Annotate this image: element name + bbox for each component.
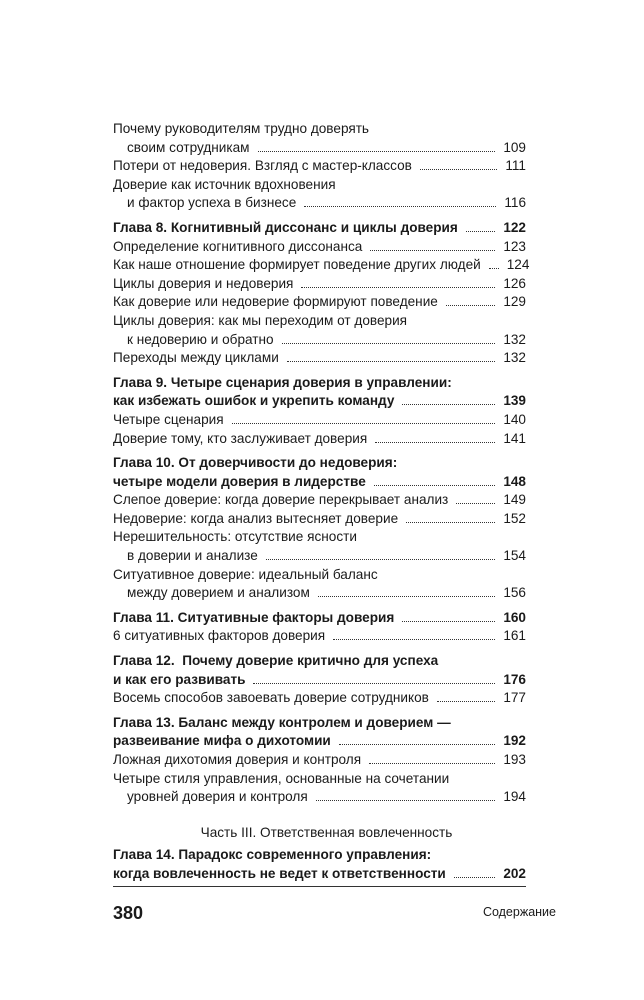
toc-entry-title-cont: между доверием и анализом — [127, 585, 310, 601]
toc-page-number: 148 — [503, 473, 526, 489]
chapter-title: Глава 10. От доверчивости до недоверия: — [113, 455, 398, 471]
toc-entry — [113, 430, 526, 449]
chapter-title: Глава 14. Парадокс современного управления: — [113, 847, 432, 863]
leader-dots — [266, 558, 496, 560]
toc-page-number: 140 — [503, 411, 526, 427]
toc-entry-title: Четыре сценария — [113, 411, 224, 427]
toc-page-number: 194 — [503, 789, 526, 805]
leader-dots — [318, 595, 495, 597]
toc-chapter — [113, 374, 526, 411]
leader-dots — [304, 205, 496, 207]
leader-dots — [282, 342, 496, 344]
toc-page-number: 132 — [503, 331, 526, 347]
leader-dots — [456, 502, 495, 504]
toc-page-number: 160 — [503, 609, 526, 625]
running-title: Содержание — [482, 905, 556, 919]
toc-entry-title: Доверие тому, кто заслуживает доверия — [113, 430, 368, 446]
toc-entry — [113, 510, 526, 529]
leader-dots — [301, 286, 495, 288]
toc-entry — [113, 120, 526, 157]
toc-page-number: 177 — [503, 690, 526, 706]
toc-entry-title: Четыре стиля управления, основанные на сочетании — [113, 770, 450, 786]
toc-entry-title: Потери от недоверия. Взгляд с мастер-классов — [113, 158, 412, 174]
toc-entry — [113, 275, 526, 294]
toc-page-number: 192 — [503, 733, 526, 749]
toc-entry — [113, 349, 526, 368]
toc-entry — [113, 293, 526, 312]
toc-entry-title: Циклы доверия и недоверия — [113, 275, 294, 291]
toc-page-number: 176 — [503, 671, 526, 687]
leader-dots — [446, 304, 495, 306]
toc-entry-title: Как наше отношение формирует поведение других людей — [113, 257, 481, 273]
toc-entry-title: Почему руководителям трудно доверять — [113, 121, 370, 136]
footer-divider — [113, 886, 526, 887]
toc-chapter — [113, 846, 526, 883]
toc-page-number: 129 — [503, 294, 526, 310]
leader-dots — [489, 267, 499, 269]
toc-entry-title: Переходы между циклами — [113, 350, 279, 366]
toc-entry-title: Ситуативное доверие: идеальный баланс — [113, 566, 378, 582]
toc-entry-title: Циклы доверия: как мы переходим от доверия — [113, 312, 408, 328]
toc-page-number: 132 — [503, 350, 526, 366]
leader-dots — [253, 682, 495, 684]
toc-page-number: 141 — [503, 430, 526, 446]
toc-entry — [113, 411, 526, 430]
toc-page-number: 122 — [503, 219, 526, 235]
toc-entry-title-cont: и фактор успеха в бизнесе — [127, 195, 297, 211]
leader-dots — [402, 620, 495, 622]
part-heading: Часть III. Ответственная вовлеченность — [200, 824, 453, 840]
toc-entry — [113, 157, 526, 176]
toc-page-number: 161 — [503, 628, 526, 644]
leader-dots — [374, 484, 496, 486]
toc-chapter — [113, 609, 526, 628]
chapter-title-cont: и как его развивать — [113, 671, 246, 687]
chapter-title: Глава 13. Баланс между контролем и доверием — — [113, 714, 451, 730]
leader-dots — [369, 762, 495, 764]
leader-dots — [375, 441, 495, 443]
toc-page-number: 123 — [503, 238, 526, 254]
chapter-title: Глава 11. Ситуативные факторы доверия — [113, 609, 395, 625]
toc-entry-title: Недоверие: когда анализ вытесняет доверие — [113, 510, 399, 526]
page-number: 380 — [113, 903, 144, 923]
leader-dots — [370, 249, 495, 251]
toc-entry-title: Слепое доверие: когда доверие перекрывает анализ — [113, 492, 449, 508]
toc-chapter — [113, 219, 526, 238]
leader-dots — [258, 150, 496, 152]
toc-chapter — [113, 454, 526, 491]
toc-page-number: 139 — [503, 393, 526, 409]
toc-page-number: 124 — [506, 257, 530, 273]
chapter-title-cont: как избежать ошибок и укрепить команду — [113, 393, 395, 409]
table-of-contents — [113, 120, 530, 884]
toc-entry-title: Ложная дихотомия доверия и контроля — [113, 752, 362, 767]
toc-entry — [113, 176, 526, 213]
toc-entry-title: 6 ситуативных факторов доверия — [113, 628, 326, 644]
toc-page-number: 126 — [503, 275, 526, 291]
toc-entry — [113, 528, 526, 565]
toc-entry — [113, 770, 526, 807]
chapter-title-cont: четыре модели доверия в лидерстве — [113, 473, 366, 489]
leader-dots — [287, 360, 496, 362]
toc-page-number: 116 — [504, 195, 526, 211]
toc-entry-title: Восемь способов завоевать доверие сотрудников — [113, 690, 429, 706]
toc-entry — [113, 256, 530, 275]
toc-page-number: 154 — [503, 548, 526, 564]
leader-dots — [339, 743, 496, 745]
leader-dots — [406, 521, 495, 523]
toc-entry — [113, 751, 526, 770]
chapter-title: Глава 8. Когнитивный диссонанс и циклы доверия — [113, 219, 458, 235]
leader-dots — [402, 403, 495, 405]
leader-dots — [420, 168, 497, 170]
toc-entry-title: Как доверие или недоверие формируют поведение — [113, 294, 438, 310]
leader-dots — [437, 700, 495, 702]
toc-entry — [113, 566, 526, 603]
leader-dots — [466, 230, 495, 232]
toc-entry-title: Нерешительность: отсутствие ясности — [113, 529, 357, 545]
toc-page-number: 202 — [503, 865, 526, 881]
toc-entry — [113, 238, 526, 257]
toc-page-number: 156 — [503, 585, 526, 601]
leader-dots — [232, 422, 496, 424]
toc-entry-title-cont: в доверии и анализе — [127, 548, 258, 564]
toc-chapter — [113, 652, 526, 689]
leader-dots — [454, 876, 496, 878]
toc-entry-title-cont: к недоверию и обратно — [127, 331, 274, 347]
chapter-title-cont: развеивание мифа о дихотомии — [113, 733, 331, 749]
leader-dots — [316, 799, 496, 801]
toc-entry — [113, 491, 526, 510]
toc-page-number: 111 — [505, 158, 526, 174]
chapter-title-cont: когда вовлеченность не ведет к ответственности — [113, 865, 446, 881]
toc-entry — [113, 689, 526, 708]
toc-entry-title: Доверие как источник вдохновения — [113, 176, 336, 192]
toc-page-number: 193 — [503, 752, 526, 767]
toc-entry-title-cont: уровней доверия и контроля — [127, 789, 308, 805]
toc-entry-title-cont: своим сотрудникам — [127, 139, 250, 155]
toc-entry — [113, 312, 526, 349]
chapter-title: Глава 9. Четыре сценария доверия в управлении: — [113, 374, 452, 390]
toc-page-number: 109 — [503, 139, 526, 155]
toc-page-number: 149 — [503, 492, 526, 508]
toc-page-number: 152 — [503, 510, 526, 526]
toc-entry — [113, 627, 526, 646]
toc-entry-title: Определение когнитивного диссонанса — [113, 238, 363, 254]
chapter-title: Глава 12. Почему доверие критично для успеха — [113, 653, 439, 669]
toc-chapter — [113, 714, 526, 751]
leader-dots — [333, 638, 495, 640]
